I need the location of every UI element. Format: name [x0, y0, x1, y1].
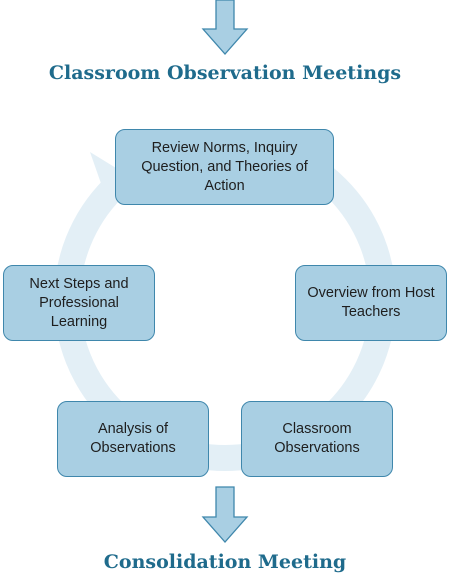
node-next-steps — [3, 265, 155, 341]
node-next-steps-label: Next Steps and Professional Learning — [29, 275, 129, 330]
consolidation-meeting-title: Consolidation Meeting — [103, 551, 347, 573]
classroom-observation-meetings-title: Classroom Observation Meetings — [48, 62, 402, 84]
node-review-norms — [115, 129, 334, 205]
node-overview-label: Overview from Host Teachers — [307, 285, 435, 320]
node-analysis-of-observations — [57, 401, 209, 477]
down-arrow-bottom — [203, 487, 247, 542]
node-overview-host-teachers — [295, 265, 447, 341]
down-arrow-top — [203, 0, 247, 54]
node-review-norms-label: Review Norms, Inquiry Question, and Theories of Action — [141, 139, 308, 194]
node-analysis-label: Analysis of Observations — [90, 421, 176, 456]
node-classroom-observations — [241, 401, 393, 477]
node-classroom-observations-label: Classroom Observations — [274, 421, 360, 456]
